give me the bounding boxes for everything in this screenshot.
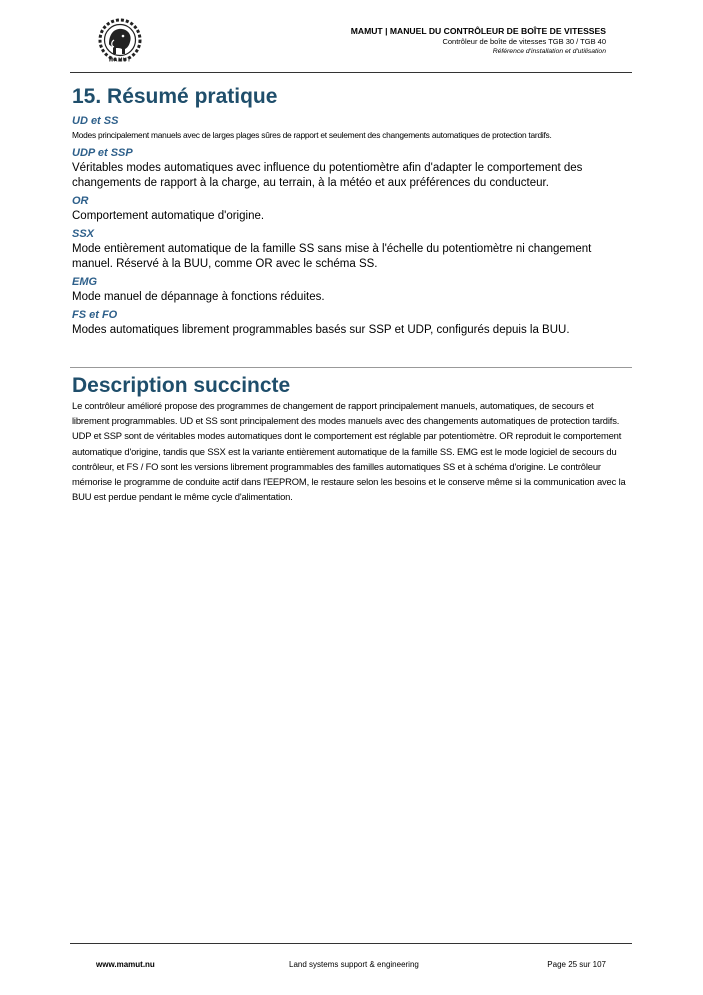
footer-divider bbox=[70, 943, 632, 944]
section-divider bbox=[70, 367, 632, 368]
mode-definition: Modes principalement manuels avec de larges plages sûres de rapport et seulement des changements automatiques de protection tardifs. bbox=[72, 130, 552, 140]
mode-term: UD et SS bbox=[72, 115, 119, 127]
mode-summary-list bbox=[72, 114, 628, 341]
section-heading-summary: 15. Résumé pratique bbox=[72, 85, 278, 108]
mode-term: SSX bbox=[72, 228, 95, 240]
header-divider bbox=[70, 72, 632, 73]
mode-definition: Mode manuel de dépannage à fonctions réduites. bbox=[72, 291, 325, 303]
page-header bbox=[351, 26, 606, 56]
footer-tagline: Land systems support & engineering bbox=[289, 960, 419, 969]
header-title: MAMUT | MANUEL DU CONTRÔLEUR DE BOÎTE DE VITESSES bbox=[350, 26, 606, 36]
mamut-logo-icon bbox=[94, 18, 146, 64]
logo-wordmark: MAMUT bbox=[108, 57, 132, 64]
mode-term: EMG bbox=[72, 276, 98, 288]
header-subtitle: Contrôleur de boîte de vitesses TGB 30 / TGB 40 bbox=[442, 37, 606, 46]
mode-term: OR bbox=[72, 195, 89, 207]
mode-definition: Comportement automatique d'origine. bbox=[72, 210, 265, 222]
section-heading-description: Description succincte bbox=[72, 374, 291, 397]
mode-definition: Véritables modes automatiques avec influence du potentiomètre afin d'adapter le comportement des changements de rapport à la charge, au terrain, à la météo et aux préférences du conducteur. bbox=[72, 162, 583, 189]
page-number: Page 25 sur 107 bbox=[547, 960, 606, 969]
header-reference: Référence d'installation et d'utilisation bbox=[492, 48, 606, 55]
mode-term: FS et FO bbox=[72, 309, 118, 321]
mode-definition: Modes automatiques librement programmables basés sur SSP et UDP, configurés depuis la BUU. bbox=[72, 324, 570, 336]
mode-definition: Mode entièrement automatique de la famille SS sans mise à l'échelle du potentiomètre ni changement manuel. Réservé à la BUU, comme OR avec le schéma SS. bbox=[72, 243, 592, 270]
footer-website-link[interactable]: www.mamut.nu bbox=[96, 960, 155, 969]
description-paragraph: Le contrôleur amélioré propose des programmes de changement de rapport principalement manuels, automatiques, de secours et librement programmables. UD et SS sont principalement des modes manuels avec des changements automatiques de protection tardifs. UDP et SSP sont de véritables modes automatiques dont le comportement est réglable par potentiomètre. OR reproduit le comportement automatique d'origine, tandis que SSX est la variante entièrement automatique de la famille SS. EMG est le mode logiciel de secours du contrôleur, et FS / FO sont les versions librement programmables des familles automatiques SS et à schéma d'origine. Le contrôleur mémorise le programme de conduite actif dans l'EEPROM, le restaure selon les besoins et le conserve même si la communication avec la BUU est perdue pendant le même cycle d'alimentation. bbox=[72, 400, 626, 503]
mode-term: UDP et SSP bbox=[72, 147, 133, 159]
